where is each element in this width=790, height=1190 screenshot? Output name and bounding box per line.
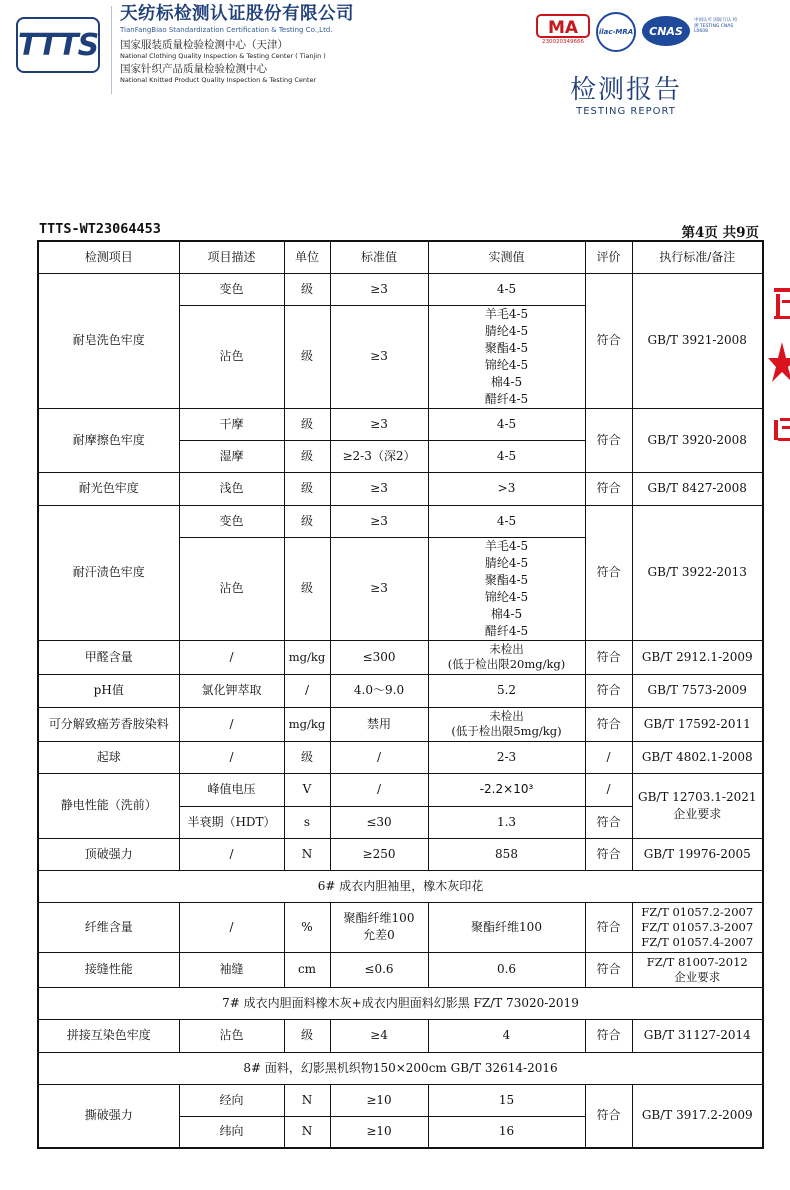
cnas-mark [642,16,690,46]
cell-method [632,952,763,987]
col-header-method: 执行标准/备注 [632,241,763,273]
cell-measured: 15 [428,1084,585,1116]
value-line: 醋纤4-5 [484,391,529,406]
cell-unit: / [284,674,330,707]
test-results-table [37,240,764,1149]
cell-desc: 纬向 [179,1116,284,1148]
cell-item: 起球 [38,741,179,773]
cell-measured: 0.6 [428,952,585,987]
cell-standard: ≥3 [330,472,428,505]
table-row [38,952,763,987]
table-row [38,773,763,806]
table-header-row [38,241,763,273]
red-seal-icon [768,280,790,450]
cell-evaluation: 符合 [585,273,632,408]
cell-item: 顶破强力 [38,838,179,870]
cell-unit: N [284,1084,330,1116]
cell-evaluation: 符合 [585,952,632,987]
method-line: 企业要求 [673,806,722,821]
cell-standard [330,902,428,952]
cell-desc: 沾色 [179,305,284,408]
cell-measured: 4 [428,1019,585,1052]
cell-standard: ≥3 [330,408,428,440]
cell-desc: 干摩 [179,408,284,440]
table-row [38,741,763,773]
cell-unit: 级 [284,305,330,408]
cell-item: 可分解致癌芳香胺染料 [38,707,179,741]
ilac-text: ilac-MRA [598,28,634,36]
method-line: 企业要求 [674,969,721,984]
cell-evaluation: 符合 [585,1019,632,1052]
cell-standard: ≤0.6 [330,952,428,987]
cell-evaluation: 符合 [585,472,632,505]
cell-desc: 沾色 [179,537,284,640]
cell-unit: % [284,902,330,952]
cnas-text: CNAS [649,24,683,38]
cell-measured: -2.2×10³ [428,773,585,806]
cell-standard: 禁用 [330,707,428,741]
sample-group-label: 7# 成衣内胆面料橡木灰+成衣内胆面料幻影黑 FZ/T 73020-2019 [38,987,763,1019]
cell-evaluation: 符合 [585,707,632,741]
cell-evaluation: 符合 [585,408,632,472]
cell-item: 接缝性能 [38,952,179,987]
value-line: 聚酯4-5 [484,572,529,587]
cell-method: GB/T 2912.1-2009 [632,640,763,674]
cell-standard: ≥10 [330,1116,428,1148]
cnas-note: 中国认可 国际互认 检测 TESTING CNAS L0608 [694,18,738,34]
cell-measured: 2-3 [428,741,585,773]
sample-group-label: 6# 成衣内胆袖里，橡木灰印花 [38,870,763,902]
sample-group-label: 8# 面料，幻影黑机织物150×200cm GB/T 32614-2016 [38,1052,763,1084]
cell-evaluation: 符合 [585,674,632,707]
cell-unit: N [284,1116,330,1148]
cell-unit: 级 [284,505,330,537]
col-header-standard: 标准值 [330,241,428,273]
col-header-measured: 实测值 [428,241,585,273]
value-line: 棉4-5 [490,606,523,621]
cell-measured [428,640,585,674]
cell-item: 耐光色牢度 [38,472,179,505]
center2-en: National Knitted Product Quality Inspection & Testing Center [120,76,317,84]
cell-standard: ≥250 [330,838,428,870]
cell-evaluation: / [585,773,632,806]
cell-standard: ≥10 [330,1084,428,1116]
value-line: 允差0 [363,928,395,942]
page-indicator: 第4页 共9页 [681,225,759,241]
value-line: 锦纶4-5 [484,357,529,372]
value-line: 未检出 [489,709,524,723]
cell-measured [428,305,585,408]
cell-standard: ≥4 [330,1019,428,1052]
center1-cn: 国家服装质量检验检测中心（天津） [120,39,288,51]
cell-method [632,902,763,952]
cell-measured: 4-5 [428,408,585,440]
cell-method: GB/T 3920-2008 [632,408,763,472]
table-row [38,472,763,505]
cell-desc: / [179,640,284,674]
cell-method: GB/T 7573-2009 [632,674,763,707]
cell-measured: 5.2 [428,674,585,707]
cell-unit: 级 [284,440,330,472]
cell-desc: 变色 [179,505,284,537]
cell-desc: 袖缝 [179,952,284,987]
certification-marks [536,12,736,52]
method-line: FZ/T 01057.2-2007 [641,904,754,919]
value-line: 锦纶4-5 [484,589,529,604]
cell-standard: / [330,773,428,806]
cell-standard: ≥2-3（深2） [330,440,428,472]
cell-unit: s [284,806,330,838]
cell-measured: 4-5 [428,273,585,305]
cell-measured: 聚酯纤维100 [428,902,585,952]
cell-standard: 4.0～9.0 [330,674,428,707]
cell-method: GB/T 17592-2011 [632,707,763,741]
col-header-desc: 项目描述 [179,241,284,273]
value-line: 未检出 [489,642,524,656]
table-row [38,838,763,870]
cell-method: GB/T 3921-2008 [632,273,763,408]
cell-unit: cm [284,952,330,987]
table-row [38,902,763,952]
report-title [564,74,688,118]
col-header-item: 检测项目 [38,241,179,273]
cell-desc: / [179,838,284,870]
company-name-cn: 天纺标检测认证股份有限公司 [120,4,354,24]
cell-item: 甲醛含量 [38,640,179,674]
cell-evaluation: 符合 [585,838,632,870]
cell-item: 耐皂洗色牢度 [38,273,179,408]
cell-standard: ≥3 [330,305,428,408]
cell-method [632,773,763,838]
method-line: FZ/T 01057.3-2007 [641,919,754,934]
center2-cn: 国家针织产品质量检验检测中心 [120,63,267,75]
cell-desc: / [179,707,284,741]
cell-evaluation: / [585,741,632,773]
cell-method: GB/T 4802.1-2008 [632,741,763,773]
cell-method: GB/T 8427-2008 [632,472,763,505]
cell-evaluation: 符合 [585,505,632,640]
method-line: FZ/T 81007-2012 [646,954,748,969]
value-line: 棉4-5 [490,374,523,389]
cell-desc: 沾色 [179,1019,284,1052]
cell-unit: mg/kg [284,640,330,674]
cma-logo: MA [536,14,590,38]
cell-desc: / [179,902,284,952]
cell-method: GB/T 3922-2013 [632,505,763,640]
value-line: 聚酯纤维100 [343,911,415,925]
cell-measured: 4-5 [428,440,585,472]
cell-unit: V [284,773,330,806]
cell-evaluation: 符合 [585,902,632,952]
cell-item: 耐摩擦色牢度 [38,408,179,472]
cell-measured [428,707,585,741]
table-row [38,408,763,440]
cell-evaluation: 符合 [585,1084,632,1148]
method-line: GB/T 12703.1-2021 [638,789,757,804]
cell-desc: 半衰期（HDT） [179,806,284,838]
cell-standard: / [330,741,428,773]
cell-measured: 1.3 [428,806,585,838]
cell-unit: 级 [284,273,330,305]
cell-unit: 级 [284,472,330,505]
cell-standard: ≥3 [330,537,428,640]
cell-desc: 变色 [179,273,284,305]
cell-measured [428,537,585,640]
value-line: 腈纶4-5 [484,555,529,570]
value-line: (低于检出限20mg/kg) [447,657,566,671]
cell-unit: N [284,838,330,870]
cell-desc: 氯化钾萃取 [179,674,284,707]
col-header-evaluation: 评价 [585,241,632,273]
value-line: 腈纶4-5 [484,323,529,338]
sample-group-row [38,987,763,1019]
value-line: (低于检出限5mg/kg) [451,724,562,738]
cell-desc: 湿摩 [179,440,284,472]
table-row [38,640,763,674]
cell-unit: 级 [284,741,330,773]
center1-en: National Clothing Quality Inspection & Testing Center ( Tianjin ) [120,52,326,60]
cell-item: pH值 [38,674,179,707]
table-row [38,505,763,537]
cell-desc: / [179,741,284,773]
col-header-unit: 单位 [284,241,330,273]
cell-item: 拼接互染色牢度 [38,1019,179,1052]
table-row [38,674,763,707]
header-divider [111,6,112,94]
report-title-cn: 检测报告 [569,75,682,105]
cell-measured: >3 [428,472,585,505]
cell-measured: 4-5 [428,505,585,537]
cell-unit: 级 [284,408,330,440]
cma-mark [536,14,590,50]
cell-desc: 峰值电压 [179,773,284,806]
report-number: TTTS-WT23064453 [39,221,161,237]
table-row [38,273,763,305]
ilac-mra-mark [596,12,636,52]
cell-method: GB/T 31127-2014 [632,1019,763,1052]
cell-item: 静电性能（洗前） [38,773,179,838]
cell-unit: mg/kg [284,707,330,741]
cell-evaluation: 符合 [585,640,632,674]
cell-method: GB/T 19976-2005 [632,838,763,870]
report-title-en: TESTING REPORT [576,106,676,117]
value-line: 聚酯4-5 [484,340,529,355]
value-line: 醋纤4-5 [484,623,529,638]
company-info [120,4,460,85]
table-row [38,1084,763,1116]
cell-item: 纤维含量 [38,902,179,952]
cell-unit: 级 [284,1019,330,1052]
sample-group-row [38,1052,763,1084]
cell-standard: ≥3 [330,505,428,537]
company-logo [16,17,100,73]
value-line: 羊毛4-5 [484,538,529,553]
cell-desc: 经向 [179,1084,284,1116]
company-name-en: TianFangBiao Standardization Certification & Testing Co.,Ltd. [120,26,333,34]
cell-measured: 16 [428,1116,585,1148]
cma-number: 230020349666 [542,39,584,45]
table-row [38,1019,763,1052]
cell-measured: 858 [428,838,585,870]
cell-item: 撕破强力 [38,1084,179,1148]
cell-unit: 级 [284,537,330,640]
method-line: FZ/T 01057.4-2007 [641,934,754,949]
table-row [38,707,763,741]
cell-standard: ≥3 [330,273,428,305]
cell-standard: ≤30 [330,806,428,838]
cell-standard: ≤300 [330,640,428,674]
value-line: 羊毛4-5 [484,306,529,321]
cell-item: 耐汗渍色牢度 [38,505,179,640]
sample-group-row [38,870,763,902]
cell-evaluation: 符合 [585,806,632,838]
cell-method: GB/T 3917.2-2009 [632,1084,763,1148]
cell-desc: 浅色 [179,472,284,505]
logo-text: TTTS [17,27,99,63]
